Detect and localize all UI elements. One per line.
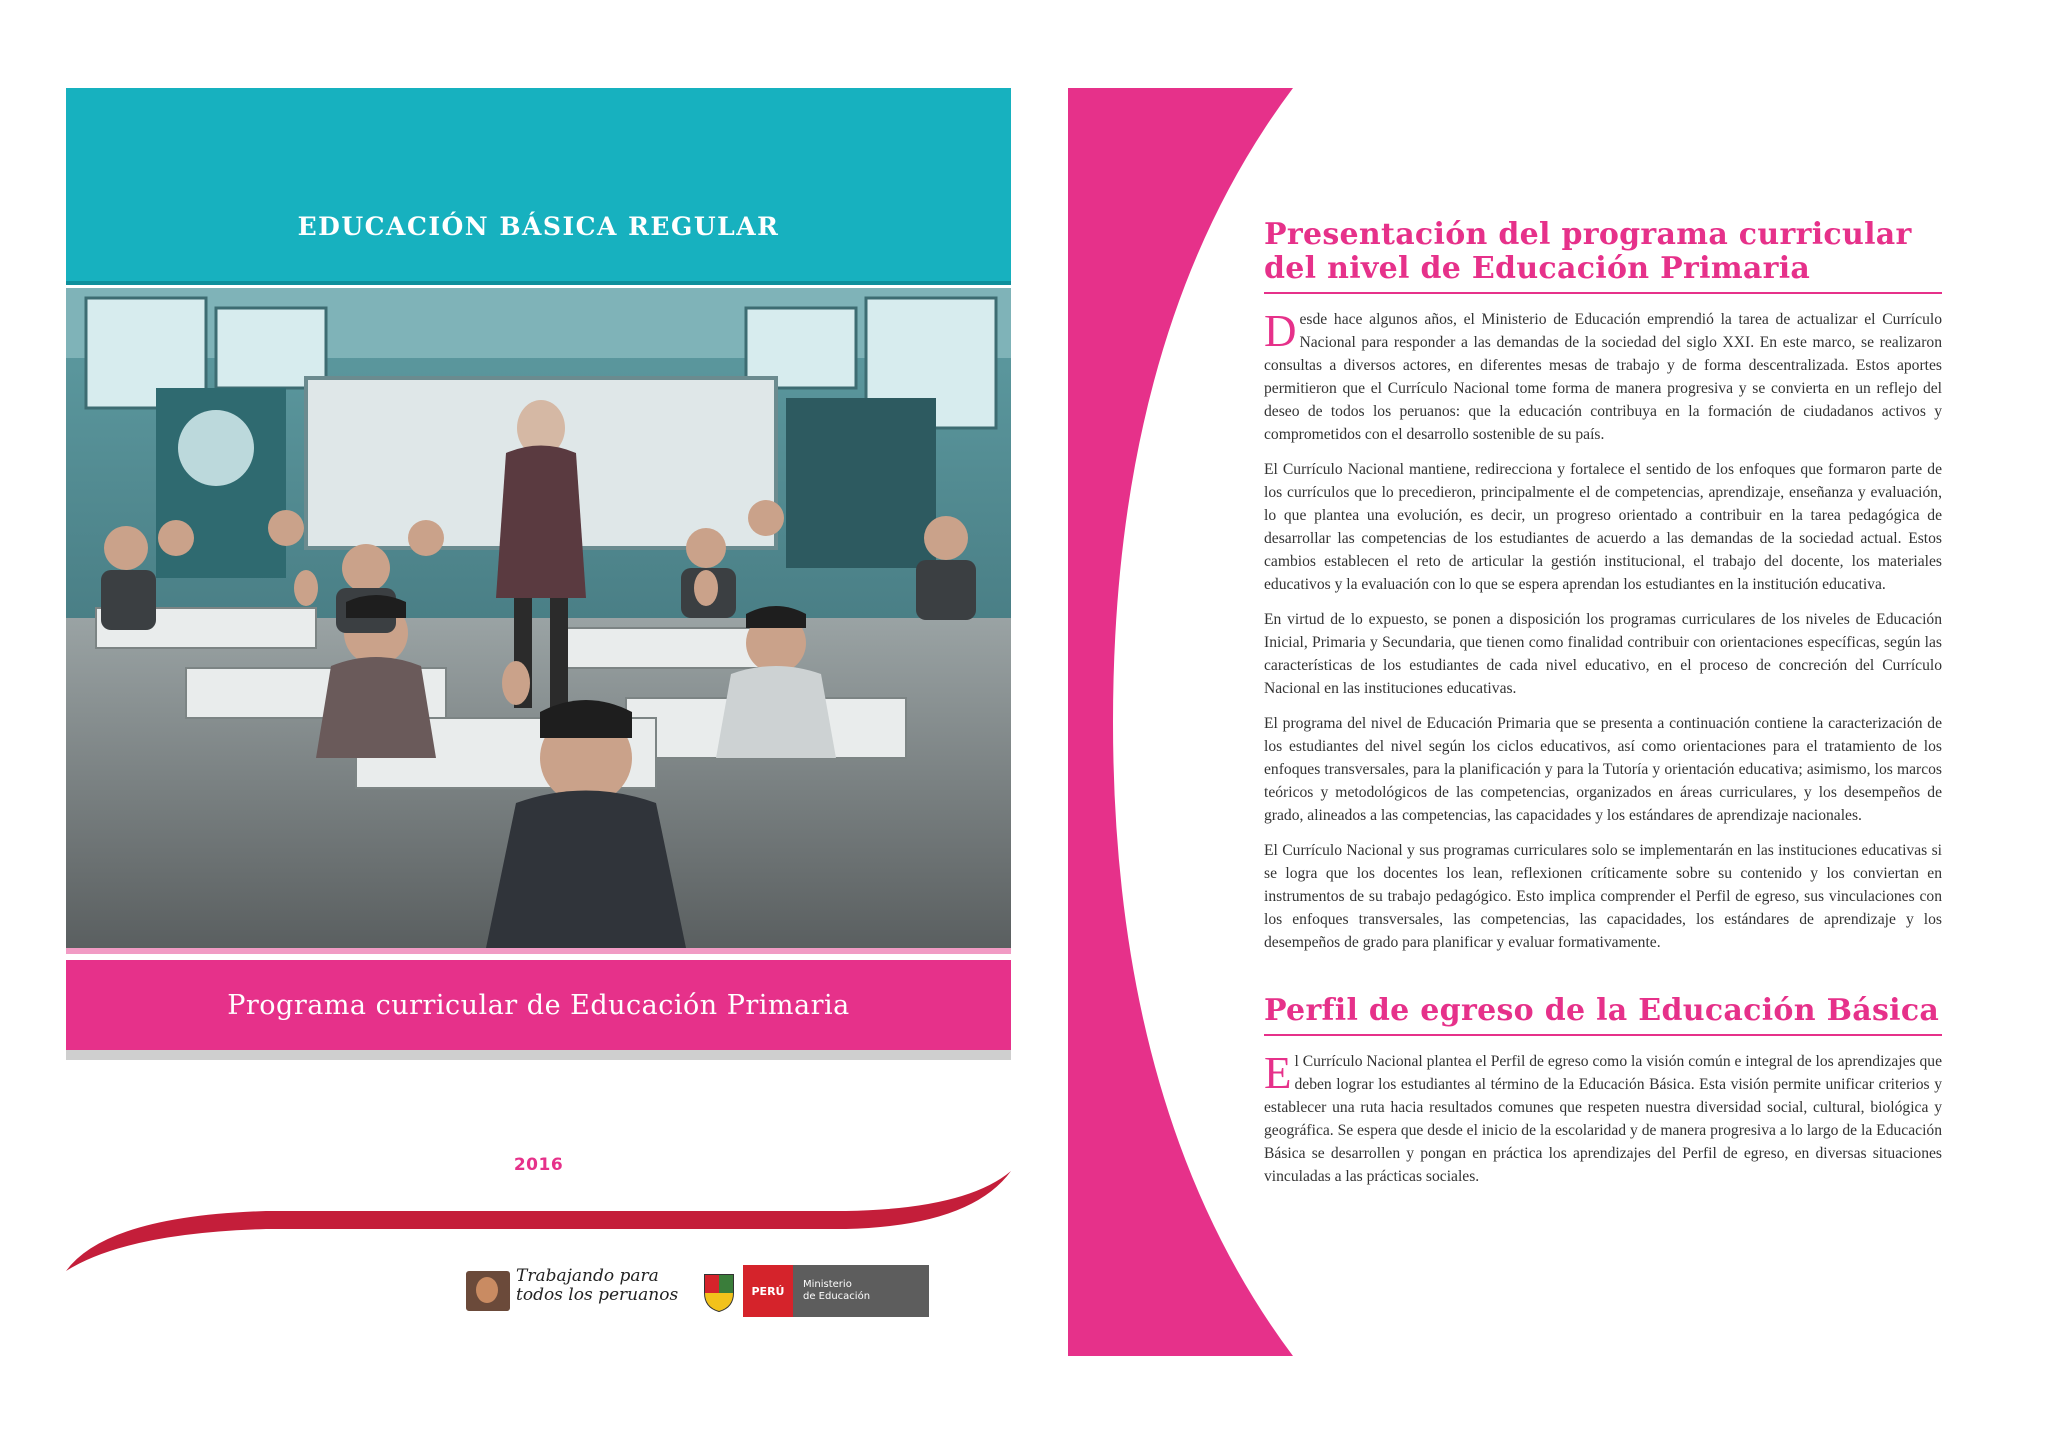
cover-band-title: EDUCACIÓN BÁSICA REGULAR [297, 212, 780, 241]
ministry-line-2: de Educación [803, 1291, 871, 1302]
pink-band-shadow [66, 1050, 1011, 1060]
paragraph-text: esde hace algunos años, el Ministerio de Educación emprendió la tarea de actualizar el Currículo Nacional para responder a las demandas de la sociedad del siglo XXI. En este marco, se realizaron consultas a diversos actores, en diferentes mesas de trabajo y de forma descentralizada. Estos aportes permitieron que el Currículo Nacional tome forma de manera progresiva y se convierta en un reflejo del deseo de todos los peruanos: que la educación contribuya en la formación de ciudadanos activos y comprometidos con el desarrollo sostenible de su país. [1264, 311, 1942, 443]
presentation-paragraph-3: En virtud de lo expuesto, se ponen a disposición los programas curriculares de los niveles de Educación Inicial, Primaria y Secundaria, que tienen como finalidad contribuir con orientaciones específicas, según las características de los estudiantes de cada nivel educativo, en el proceso de concreción del Currículo Nacional en las instituciones educativas. [1264, 611, 1942, 697]
ministry-logo [793, 1265, 929, 1317]
page-content [1264, 218, 1942, 1188]
profile-paragraph-1 [1264, 1050, 1942, 1188]
cover-pink-band [66, 960, 1011, 1050]
cover-teal-band [66, 88, 1011, 281]
teal-stripe [66, 281, 1011, 285]
coat-of-arms-icon [702, 1271, 736, 1313]
campaign-slogan [516, 1267, 686, 1305]
presentation-heading: Presentación del programa curricular del nivel de Educación Primaria [1264, 218, 1942, 294]
presentation-paragraph-4: El programa del nivel de Educación Primaria que se presenta a continuación contiene la caracterización de los estudiantes del nivel según los ciclos educativos, así como orientaciones para el tratamiento de los enfoques transversales, para la planificación y para la Tutoría y orientación educativa; asimismo, los marcos teóricos y metodológicos de las competencias, organizados en áreas curriculares, y los desempeños de grado, alineados a las competencias, las capacidades y los estándares de aprendizaje nacionales. [1264, 715, 1942, 824]
slogan-line-2: todos los peruanos [516, 1285, 679, 1305]
dropcap: D [1264, 306, 1297, 356]
ministry-line-1: Ministerio [803, 1279, 852, 1290]
presentation-paragraph-5: El Currículo Nacional y sus programas curriculares solo se implementarán en las instituciones educativas si se logra que los docentes los lean, reflexionen críticamente sobre su contenido y los conviertan en instrumentos de su trabajo pedagógico. Esto implica comprender el Perfil de egreso, sus vinculaciones con los enfoques transversales, las competencias, las capacidades, los estándares de aprendizaje y los desempeños de grado para planificar y evaluar formativamente. [1264, 842, 1942, 951]
peru-logo: PERÚ [743, 1265, 793, 1317]
cover-page [66, 88, 1011, 1328]
campaign-photo-icon [466, 1271, 510, 1311]
dropcap: E [1264, 1048, 1292, 1098]
cover-year: 2016 [513, 1155, 564, 1175]
classroom-photo [66, 288, 1011, 948]
logo-strip [466, 1266, 936, 1331]
profile-heading: Perfil de egreso de la Educación Básica [1264, 994, 1942, 1036]
presentation-paragraph-2: El Currículo Nacional mantiene, redirecciona y fortalece el sentido de los enfoques que formaron parte de los currículos que lo precedieron, principalmente el de competencias, aprendizaje, enseñanza y evaluación, lo que plantea una evolución, es decir, un progreso orientado a contribuir en la tarea pedagógica de desarrollar las competencias de los estudiantes de acuerdo a las demandas de la sociedad actual. Estos cambios establecen el reto de articular la gestión institucional, el trabajo del docente, los materiales educativos y la evaluación con lo que se espera aprendan los estudiantes en la institución educativa. [1264, 461, 1942, 593]
slogan-line-1: Trabajando para [516, 1266, 659, 1286]
red-swoosh [66, 1171, 1011, 1271]
program-title: Programa curricular de Educación Primaria [227, 990, 850, 1021]
pink-stripe [66, 948, 1011, 954]
presentation-paragraph-1 [1264, 308, 1942, 446]
text-page [1068, 88, 1988, 1356]
paragraph-text: l Currículo Nacional plantea el Perfil de egreso como la visión común e integral de los aprendizajes que deben lograr los estudiantes al término de la Educación Básica. Esta visión permite unificar criterios y establecer una ruta hacia resultados comunes que respeten nuestra diversidad social, cultural, biológica y geográfica. Se espera que desde el inicio de la escolaridad y de manera progresiva a lo largo de la Educación Básica se desarrollen y pongan en práctica los aprendizajes del Perfil de egreso, en diversas situaciones vinculadas a las prácticas sociales. [1264, 1053, 1942, 1185]
